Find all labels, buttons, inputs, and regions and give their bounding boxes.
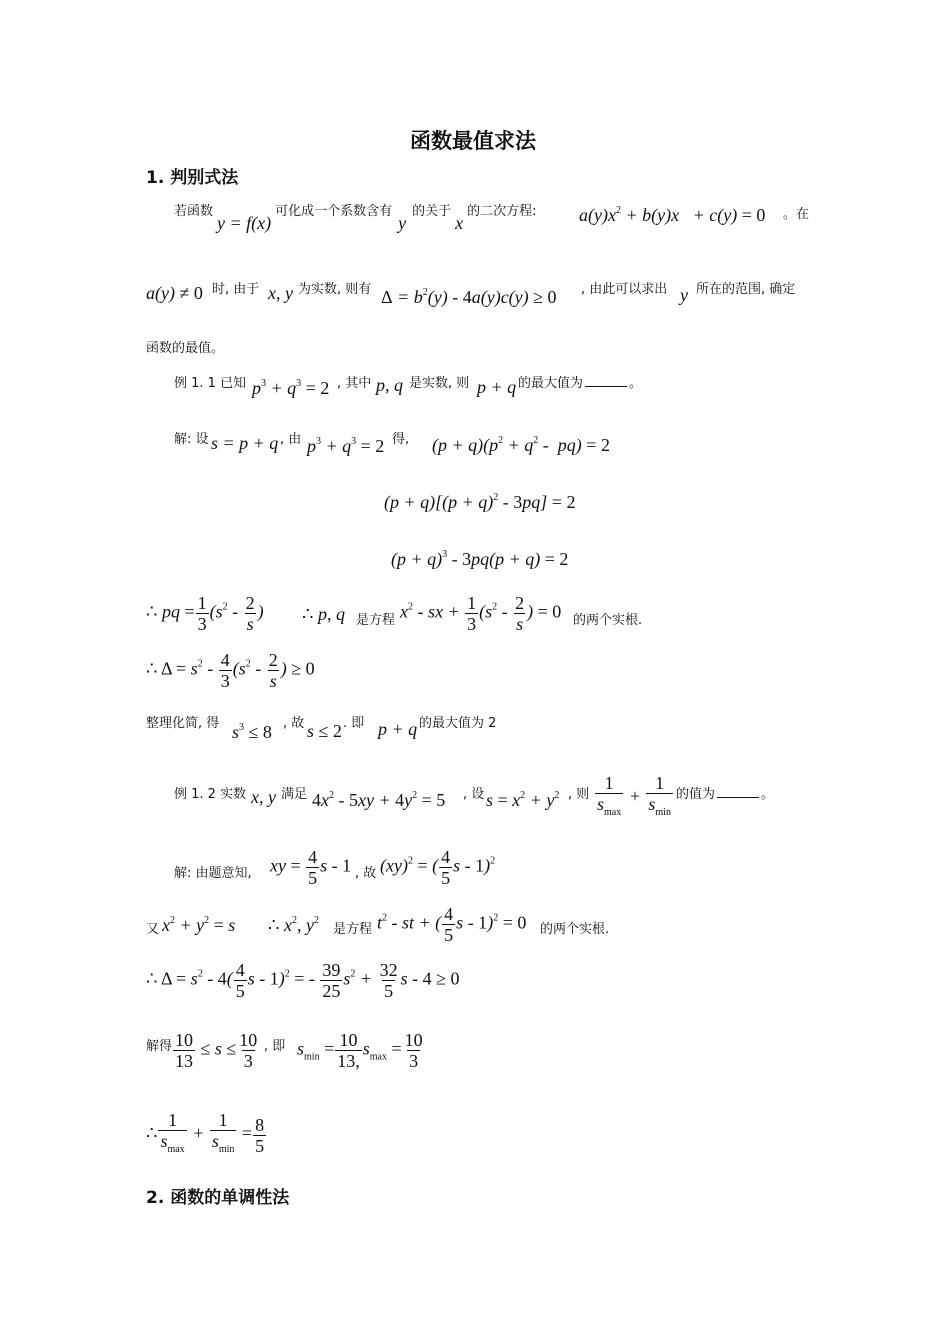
example-text: , 其中 <box>337 376 372 391</box>
example-text: 是实数, 则 <box>409 376 470 391</box>
intro-text: 时, 由于 <box>212 282 260 297</box>
solution-text: . 即 <box>343 716 365 731</box>
formula: y <box>398 213 407 233</box>
formula: $p^3 + q^3 = 2$ <box>252 378 330 398</box>
formula: $s = x^2 + y^2$ <box>486 790 560 810</box>
formula: $\frac{10}{13}$ ≤ s ≤ $\frac{10}{3}$ <box>175 1030 258 1071</box>
answer-blank <box>717 787 759 798</box>
solution-text: , 由 <box>280 432 302 447</box>
formula: $s_{min}$ = $\frac{10}{13,}$ $s_{max}$ = $\frac{10}{3}$ <box>297 1030 423 1071</box>
solution-text: 是方程 <box>356 613 396 628</box>
solution-label: 解: 由题意知, <box>174 866 252 881</box>
intro-text: 所在的范围, 确定 <box>696 282 796 297</box>
solution-text: 解得 <box>146 1039 173 1054</box>
formula: y = f(x) <box>217 213 272 233</box>
formula: x, y <box>251 787 276 807</box>
formula: ∴ $\frac{1}{s_{max}}$ + $\frac{1}{s_{min}}$ = $\frac{8}{5}$ <box>146 1110 267 1160</box>
formula: s ≤ 2 <box>307 721 342 741</box>
formula: ∴ p, q <box>302 604 345 624</box>
example-text: 。 <box>761 787 775 802</box>
solution-text: , 即 <box>264 1039 286 1054</box>
formula: $\frac{1}{s_{max}}$ + $\frac{1}{s_{min}}$ <box>594 773 674 823</box>
page-title: 函数最值求法 <box>410 129 536 153</box>
solution-text: , 故 <box>283 716 305 731</box>
intro-text: 可化成一个系数含有 <box>275 204 393 219</box>
section-heading-1: 1. 判别式法 <box>146 168 239 188</box>
solution-text: 得, <box>392 432 410 447</box>
formula: y <box>680 285 688 305</box>
example-text: , 设 <box>463 787 485 802</box>
discriminant-formula: $\Delta = b^2(y) - 4a(y)c(y) \ge 0$ <box>381 287 557 307</box>
intro-text: 为实数, 则有 <box>298 282 372 297</box>
example-text: 的最大值为 <box>518 376 584 391</box>
formula: $t^2$ - st + ( $\frac{4}{5}$ s - 1)$^2$ = 0 <box>377 904 527 945</box>
formula: $x^2 + y^2 = s$ <box>162 915 236 935</box>
solution-text: 是方程 <box>333 922 373 937</box>
formula: ∴ $\Delta = s^2 - 4$( $\frac{4}{5}$ s - 1)$^2$ = - $\frac{39}{25}$ $s^2$ + $\frac{32}{5}$ s - 4 ≥ 0 <box>146 960 460 1001</box>
intro-text: 若函数 <box>174 204 214 219</box>
solution-text: , 故 <box>355 866 377 881</box>
formula: $s^3 \le 8$ <box>232 722 272 742</box>
solution-text: 整理化简, 得 <box>146 716 220 731</box>
intro-text: 。在 <box>783 207 810 222</box>
answer-blank <box>585 376 627 387</box>
solution-text: 的两个实根. <box>540 922 610 937</box>
example-text: 。 <box>629 376 643 391</box>
example-text: , 则 <box>568 787 590 802</box>
formula: $(p + q)^3 - 3pq(p + q) = 2$ <box>391 549 569 569</box>
example-text <box>676 783 774 802</box>
formula: a(y) ≠ 0 <box>146 283 203 303</box>
formula: p + q <box>378 719 418 739</box>
formula: $p^3 + q^3 = 2$ <box>307 436 385 456</box>
formula: ∴ $x^2$, $y^2$ <box>268 915 319 935</box>
formula: $4x^2 - 5xy + 4y^2 = 5$ <box>312 790 446 810</box>
example-text: 的值为 <box>676 787 716 802</box>
intro-text: 的关于 <box>412 204 452 219</box>
formula: $x^2$ - sx + $\frac{1}{3}$ ($s^2$ - $\frac{2}{s}$ ) = 0 <box>400 593 562 634</box>
formula: p + q <box>477 377 517 397</box>
formula: $(p + q)[(p + q)^2 - 3pq] = 2$ <box>384 492 576 512</box>
intro-text: 的二次方程: <box>467 204 537 219</box>
intro-text: 函数的最值。 <box>146 341 225 356</box>
formula: s = p + q <box>211 433 279 453</box>
example-text: 满足 <box>281 787 308 802</box>
formula: $(p + q)(p^2 + q^2 - pq) = 2$ <box>432 435 610 455</box>
quadratic-equation: $a(y)x^2 + b(y)x + c(y) = 0$ <box>579 205 766 225</box>
formula: ∴ pq = $\frac{1}{3}$ ($s^2$ - $\frac{2}{s}$ ) <box>146 593 264 634</box>
formula: x, y <box>268 283 293 303</box>
example-label: 例 1. 1 已知 <box>174 376 247 391</box>
example-label: 例 1. 2 实数 <box>174 787 247 802</box>
solution-text: 又 <box>146 922 160 937</box>
formula: xy = $\frac{4}{5}$ s - 1 <box>270 847 352 888</box>
formula: x <box>455 213 464 233</box>
section-heading-2: 2. 函数的单调性法 <box>146 1188 290 1208</box>
formula: ∴ $\Delta = s^2$ - $\frac{4}{3}$ ($s^2$ - $\frac{2}{s}$ ) ≥ 0 <box>146 650 315 691</box>
formula: (xy)$^2$ = ( $\frac{4}{5}$ s - 1)$^2$ <box>380 847 496 888</box>
solution-text: 的最大值为 2 <box>419 716 497 731</box>
formula: p, q <box>376 375 403 395</box>
intro-text: , 由此可以求出 <box>581 282 668 297</box>
example-text <box>518 372 642 391</box>
solution-label: 解: 设 <box>174 432 209 447</box>
intro-line-1 <box>174 200 537 234</box>
solution-text: 的两个实根. <box>573 613 643 628</box>
